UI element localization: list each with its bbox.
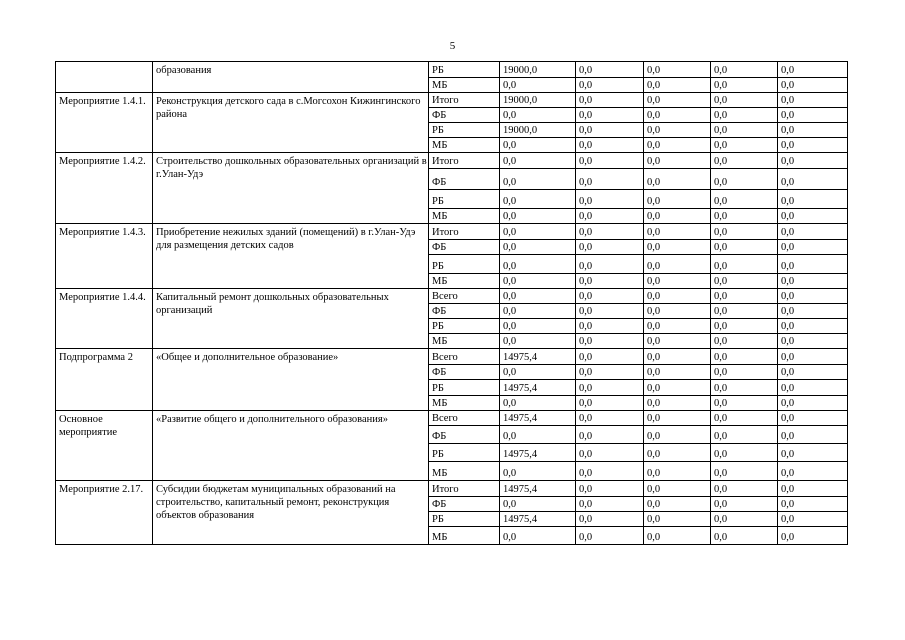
amount-cell: 0,0 — [711, 153, 778, 169]
amount-cell: 0,0 — [778, 319, 848, 334]
amount-cell: 0,0 — [711, 62, 778, 78]
funding-source-cell: Всего — [429, 349, 500, 365]
amount-cell: 0,0 — [644, 462, 711, 481]
amount-cell: 0,0 — [576, 304, 644, 319]
amount-cell: 0,0 — [711, 240, 778, 255]
amount-cell: 0,0 — [711, 334, 778, 349]
amount-cell: 0,0 — [778, 224, 848, 240]
amount-cell: 0,0 — [644, 78, 711, 93]
amount-cell: 0,0 — [711, 527, 778, 545]
activity-description-cell: Капитальный ремонт дошкольных образовательных организаций — [153, 289, 429, 349]
amount-cell: 0,0 — [711, 426, 778, 444]
amount-cell: 0,0 — [500, 304, 576, 319]
amount-cell: 14975,4 — [500, 444, 576, 462]
activity-name-cell: Основное мероприятие — [56, 411, 153, 481]
activity-name-cell: Подпрограмма 2 — [56, 349, 153, 411]
amount-cell: 0,0 — [778, 289, 848, 304]
table-row — [56, 224, 848, 240]
table-row — [56, 289, 848, 304]
activity-name-cell: Мероприятие 1.4.1. — [56, 93, 153, 153]
amount-cell: 0,0 — [644, 497, 711, 512]
amount-cell: 0,0 — [778, 512, 848, 527]
amount-cell: 0,0 — [644, 380, 711, 396]
amount-cell: 0,0 — [711, 462, 778, 481]
amount-cell: 0,0 — [576, 462, 644, 481]
amount-cell: 0,0 — [576, 527, 644, 545]
amount-cell: 0,0 — [711, 123, 778, 138]
amount-cell: 0,0 — [576, 138, 644, 153]
amount-cell: 0,0 — [644, 349, 711, 365]
amount-cell: 0,0 — [644, 289, 711, 304]
activity-description-cell: «Общее и дополнительное образование» — [153, 349, 429, 411]
amount-cell: 14975,4 — [500, 481, 576, 497]
amount-cell: 0,0 — [644, 153, 711, 169]
amount-cell: 0,0 — [778, 108, 848, 123]
amount-cell: 0,0 — [576, 349, 644, 365]
funding-source-cell: ФБ — [429, 497, 500, 512]
funding-source-cell: ФБ — [429, 240, 500, 255]
amount-cell: 0,0 — [576, 396, 644, 411]
amount-cell: 0,0 — [500, 289, 576, 304]
amount-cell: 0,0 — [711, 169, 778, 190]
amount-cell: 0,0 — [778, 380, 848, 396]
amount-cell: 0,0 — [644, 304, 711, 319]
amount-cell: 0,0 — [500, 396, 576, 411]
amount-cell: 0,0 — [644, 396, 711, 411]
amount-cell: 0,0 — [778, 138, 848, 153]
amount-cell: 0,0 — [644, 169, 711, 190]
amount-cell: 0,0 — [778, 334, 848, 349]
table-row — [56, 481, 848, 497]
amount-cell: 0,0 — [711, 396, 778, 411]
activity-description-cell: Строительство дошкольных образовательных организаций в г.Улан-Удэ — [153, 153, 429, 224]
funding-source-cell: МБ — [429, 334, 500, 349]
funding-source-cell: МБ — [429, 138, 500, 153]
funding-source-cell: ФБ — [429, 304, 500, 319]
funding-source-cell: МБ — [429, 527, 500, 545]
amount-cell: 0,0 — [576, 93, 644, 108]
amount-cell: 0,0 — [644, 224, 711, 240]
amount-cell: 0,0 — [778, 349, 848, 365]
amount-cell: 0,0 — [576, 78, 644, 93]
amount-cell: 0,0 — [500, 426, 576, 444]
amount-cell: 0,0 — [576, 108, 644, 123]
amount-cell: 0,0 — [711, 190, 778, 209]
amount-cell: 0,0 — [711, 108, 778, 123]
amount-cell: 0,0 — [644, 123, 711, 138]
amount-cell: 0,0 — [576, 426, 644, 444]
amount-cell: 19000,0 — [500, 93, 576, 108]
amount-cell: 0,0 — [576, 365, 644, 380]
funding-source-cell: МБ — [429, 274, 500, 289]
funding-source-cell: РБ — [429, 123, 500, 138]
amount-cell: 0,0 — [500, 153, 576, 169]
amount-cell: 0,0 — [778, 274, 848, 289]
amount-cell: 0,0 — [711, 304, 778, 319]
funding-source-cell: РБ — [429, 62, 500, 78]
amount-cell: 14975,4 — [500, 349, 576, 365]
funding-source-cell: МБ — [429, 78, 500, 93]
amount-cell: 19000,0 — [500, 62, 576, 78]
amount-cell: 0,0 — [778, 444, 848, 462]
funding-source-cell: Итого — [429, 224, 500, 240]
funding-source-cell: ФБ — [429, 169, 500, 190]
amount-cell: 0,0 — [576, 209, 644, 224]
amount-cell: 0,0 — [576, 62, 644, 78]
amount-cell: 0,0 — [576, 123, 644, 138]
amount-cell: 0,0 — [778, 62, 848, 78]
amount-cell: 0,0 — [576, 512, 644, 527]
funding-source-cell: Всего — [429, 289, 500, 304]
amount-cell: 0,0 — [711, 411, 778, 426]
funding-source-cell: Всего — [429, 411, 500, 426]
amount-cell: 0,0 — [711, 319, 778, 334]
amount-cell: 0,0 — [711, 289, 778, 304]
amount-cell: 0,0 — [778, 411, 848, 426]
amount-cell: 0,0 — [644, 190, 711, 209]
table-row — [56, 411, 848, 426]
amount-cell: 0,0 — [500, 169, 576, 190]
amount-cell: 0,0 — [644, 365, 711, 380]
table-row — [56, 153, 848, 169]
amount-cell: 0,0 — [778, 462, 848, 481]
amount-cell: 0,0 — [778, 365, 848, 380]
table-row — [56, 93, 848, 108]
amount-cell: 0,0 — [500, 274, 576, 289]
amount-cell: 0,0 — [778, 304, 848, 319]
amount-cell: 0,0 — [778, 209, 848, 224]
amount-cell: 0,0 — [711, 93, 778, 108]
amount-cell: 0,0 — [644, 274, 711, 289]
amount-cell: 0,0 — [576, 481, 644, 497]
amount-cell: 0,0 — [644, 527, 711, 545]
amount-cell: 0,0 — [576, 289, 644, 304]
amount-cell: 0,0 — [500, 497, 576, 512]
funding-source-cell: Итого — [429, 481, 500, 497]
funding-source-cell: МБ — [429, 396, 500, 411]
amount-cell: 0,0 — [711, 444, 778, 462]
amount-cell: 0,0 — [644, 138, 711, 153]
amount-cell: 0,0 — [711, 349, 778, 365]
amount-cell: 0,0 — [576, 380, 644, 396]
activity-description-cell: Субсидии бюджетам муниципальных образований на строительство, капитальный ремонт, реконструкция объектов образования — [153, 481, 429, 545]
amount-cell: 0,0 — [778, 255, 848, 274]
amount-cell: 0,0 — [500, 319, 576, 334]
amount-cell: 0,0 — [500, 255, 576, 274]
amount-cell: 0,0 — [711, 78, 778, 93]
page-number: 5 — [449, 40, 456, 52]
funding-source-cell: МБ — [429, 209, 500, 224]
amount-cell: 0,0 — [711, 380, 778, 396]
funding-source-cell: РБ — [429, 444, 500, 462]
amount-cell: 0,0 — [576, 444, 644, 462]
amount-cell: 0,0 — [644, 93, 711, 108]
activity-name-cell — [56, 62, 153, 93]
amount-cell: 0,0 — [778, 527, 848, 545]
amount-cell: 14975,4 — [500, 380, 576, 396]
amount-cell: 0,0 — [576, 411, 644, 426]
activity-name-cell: Мероприятие 1.4.2. — [56, 153, 153, 224]
amount-cell: 0,0 — [778, 78, 848, 93]
amount-cell: 0,0 — [576, 274, 644, 289]
amount-cell: 0,0 — [576, 153, 644, 169]
amount-cell: 0,0 — [576, 334, 644, 349]
budget-table — [55, 61, 848, 545]
amount-cell: 0,0 — [778, 240, 848, 255]
amount-cell: 0,0 — [500, 108, 576, 123]
funding-source-cell: МБ — [429, 462, 500, 481]
amount-cell: 0,0 — [644, 209, 711, 224]
funding-source-cell: РБ — [429, 190, 500, 209]
amount-cell: 0,0 — [500, 190, 576, 209]
funding-source-cell: ФБ — [429, 108, 500, 123]
amount-cell: 0,0 — [711, 274, 778, 289]
amount-cell: 0,0 — [500, 334, 576, 349]
amount-cell: 0,0 — [778, 153, 848, 169]
amount-cell: 0,0 — [576, 224, 644, 240]
amount-cell: 14975,4 — [500, 512, 576, 527]
amount-cell: 0,0 — [644, 481, 711, 497]
activity-name-cell: Мероприятие 1.4.3. — [56, 224, 153, 289]
amount-cell: 0,0 — [711, 497, 778, 512]
amount-cell: 0,0 — [500, 138, 576, 153]
amount-cell: 0,0 — [711, 138, 778, 153]
activity-description-cell: «Развитие общего и дополнительного образования» — [153, 411, 429, 481]
amount-cell: 0,0 — [644, 240, 711, 255]
amount-cell: 0,0 — [778, 93, 848, 108]
amount-cell: 0,0 — [778, 481, 848, 497]
amount-cell: 0,0 — [500, 365, 576, 380]
amount-cell: 0,0 — [500, 527, 576, 545]
amount-cell: 0,0 — [778, 123, 848, 138]
funding-source-cell: ФБ — [429, 365, 500, 380]
activity-name-cell: Мероприятие 2.17. — [56, 481, 153, 545]
activity-description-cell: Реконструкция детского сада в с.Могсохон Кижингинского района — [153, 93, 429, 153]
amount-cell: 0,0 — [500, 462, 576, 481]
amount-cell: 0,0 — [711, 255, 778, 274]
activity-description-cell: образования — [153, 62, 429, 93]
funding-source-cell: Итого — [429, 93, 500, 108]
funding-source-cell: РБ — [429, 319, 500, 334]
amount-cell: 0,0 — [576, 497, 644, 512]
amount-cell: 0,0 — [778, 497, 848, 512]
amount-cell: 0,0 — [644, 411, 711, 426]
amount-cell: 0,0 — [500, 209, 576, 224]
amount-cell: 0,0 — [576, 255, 644, 274]
funding-source-cell: РБ — [429, 380, 500, 396]
amount-cell: 0,0 — [500, 240, 576, 255]
amount-cell: 0,0 — [500, 224, 576, 240]
funding-source-cell: Итого — [429, 153, 500, 169]
amount-cell: 0,0 — [644, 62, 711, 78]
amount-cell: 0,0 — [711, 209, 778, 224]
amount-cell: 0,0 — [711, 224, 778, 240]
amount-cell: 0,0 — [778, 190, 848, 209]
table-row — [56, 349, 848, 365]
amount-cell: 0,0 — [576, 169, 644, 190]
amount-cell: 0,0 — [576, 319, 644, 334]
amount-cell: 0,0 — [644, 426, 711, 444]
amount-cell: 0,0 — [778, 396, 848, 411]
amount-cell: 0,0 — [711, 365, 778, 380]
amount-cell: 0,0 — [644, 108, 711, 123]
amount-cell: 0,0 — [644, 512, 711, 527]
funding-source-cell: РБ — [429, 512, 500, 527]
table-body — [56, 62, 848, 545]
activity-description-cell: Приобретение нежилых зданий (помещений) в г.Улан-Удэ для размещения детских садов — [153, 224, 429, 289]
amount-cell: 0,0 — [778, 426, 848, 444]
amount-cell: 0,0 — [711, 512, 778, 527]
table-row — [56, 62, 848, 78]
amount-cell: 0,0 — [778, 169, 848, 190]
amount-cell: 0,0 — [644, 255, 711, 274]
amount-cell: 0,0 — [644, 319, 711, 334]
amount-cell: 0,0 — [644, 444, 711, 462]
funding-source-cell: ФБ — [429, 426, 500, 444]
funding-source-cell: РБ — [429, 255, 500, 274]
amount-cell: 0,0 — [500, 78, 576, 93]
amount-cell: 0,0 — [576, 190, 644, 209]
amount-cell: 0,0 — [644, 334, 711, 349]
amount-cell: 19000,0 — [500, 123, 576, 138]
amount-cell: 14975,4 — [500, 411, 576, 426]
activity-name-cell: Мероприятие 1.4.4. — [56, 289, 153, 349]
amount-cell: 0,0 — [711, 481, 778, 497]
amount-cell: 0,0 — [576, 240, 644, 255]
